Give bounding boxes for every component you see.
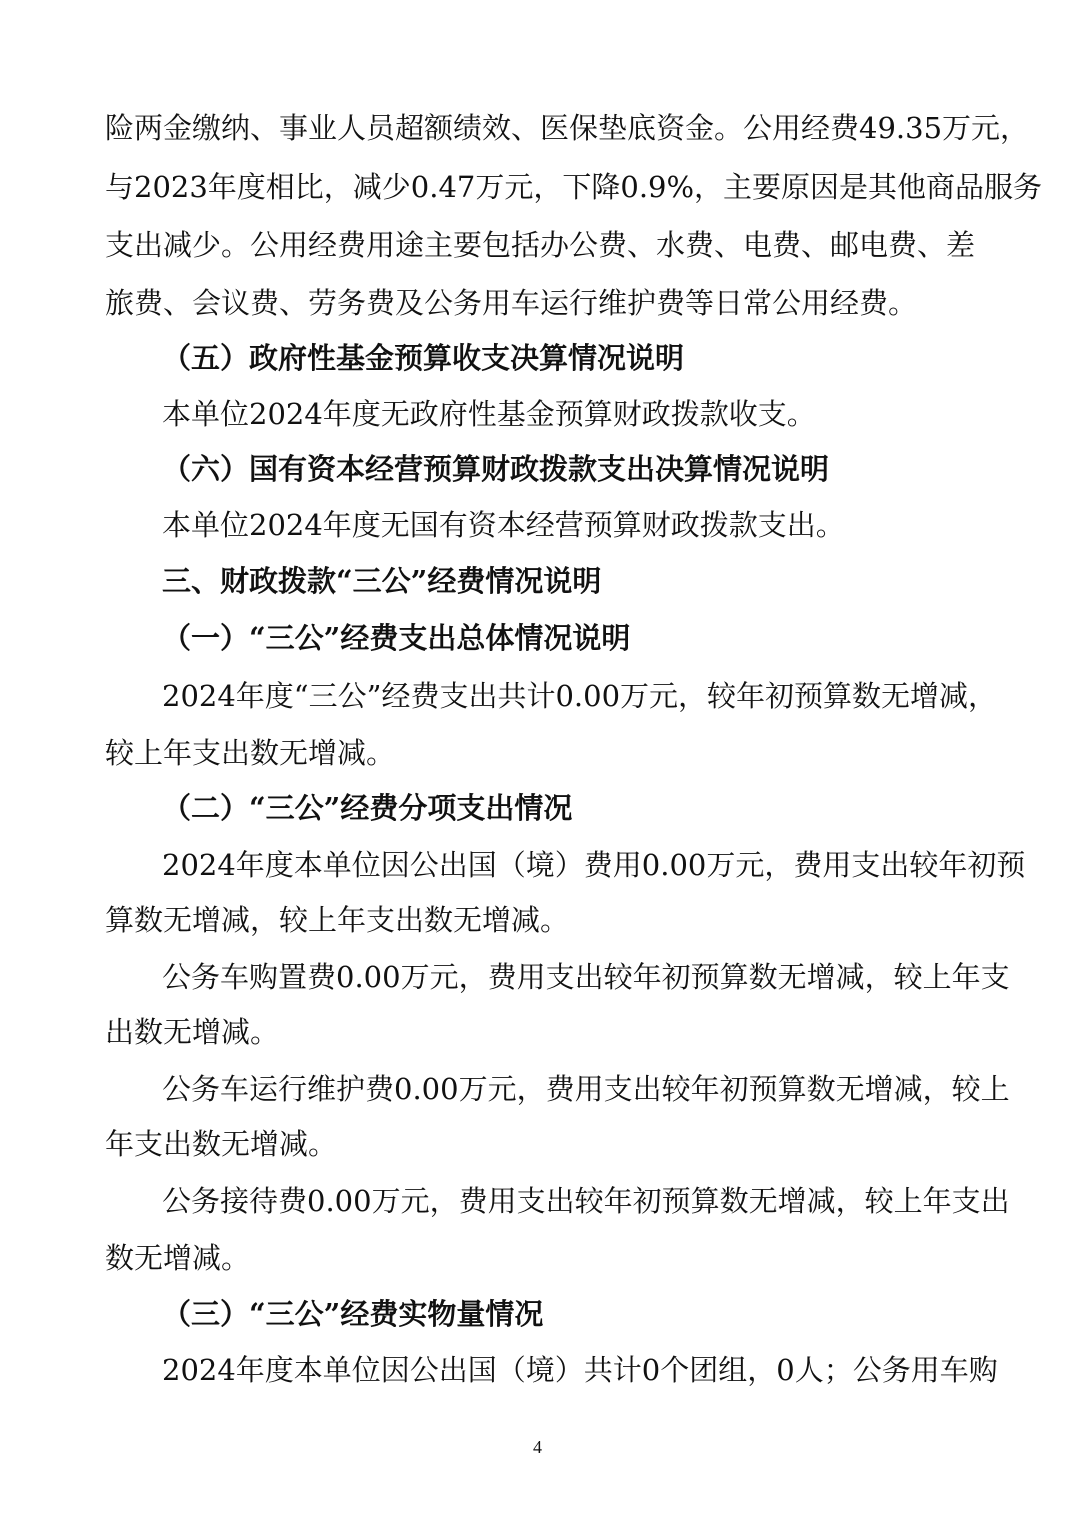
- body-text-line: 出数无增减。: [105, 1015, 280, 1049]
- body-text-line: 公务接待费0.00万元，费用支出较年初预算数无增减，较上年支出: [162, 1184, 1010, 1218]
- body-text-line: 旅费、会议费、劳务费及公务用车运行维护费等日常公用经费。: [105, 286, 918, 320]
- body-text-line: 数无增减。: [105, 1241, 251, 1275]
- subsection-heading-1: （一）“三公”经费支出总体情况说明: [162, 621, 631, 655]
- body-text-line: 2024年度本单位因公出国（境）费用0.00万元，费用支出较年初预: [162, 848, 1026, 882]
- body-text-line: 年支出数无增减。: [105, 1127, 338, 1161]
- body-text-line: 公务车购置费0.00万元，费用支出较年初预算数无增减，较上年支: [162, 960, 1010, 994]
- body-text-line: 2024年度本单位因公出国（境）共计0个团组，0人；公务用车购: [162, 1353, 998, 1387]
- body-text-line: 公务车运行维护费0.00万元，费用支出较年初预算数无增减，较上: [162, 1072, 1010, 1106]
- body-text-line: 险两金缴纳、事业人员超额绩效、医保垫底资金。公用经费49.35万元，: [105, 111, 1030, 145]
- chapter-heading-3: 三、财政拨款“三公”经费情况说明: [162, 564, 602, 598]
- body-text-line: 2024年度“三公”经费支出共计0.00万元，较年初预算数无增减，: [162, 679, 998, 713]
- body-text-line: 本单位2024年度无国有资本经营预算财政拨款支出。: [162, 508, 845, 542]
- subsection-heading-3: （三）“三公”经费实物量情况: [162, 1297, 544, 1331]
- body-text-line: 与2023年度相比，减少0.47万元，下降0.9%，主要原因是其他商品服务: [105, 170, 1043, 204]
- body-text-line: 算数无增减，较上年支出数无增减。: [105, 903, 570, 937]
- section-heading-5: （五）政府性基金预算收支决算情况说明: [162, 341, 685, 375]
- page-number: 4: [533, 1437, 542, 1457]
- body-text-line: 本单位2024年度无政府性基金预算财政拨款收支。: [162, 397, 816, 431]
- section-heading-6: （六）国有资本经营预算财政拨款支出决算情况说明: [162, 452, 830, 486]
- body-text-line: 较上年支出数无增减。: [105, 736, 396, 770]
- subsection-heading-2: （二）“三公”经费分项支出情况: [162, 791, 573, 825]
- body-text-line: 支出减少。公用经费用途主要包括办公费、水费、电费、邮电费、差: [105, 228, 976, 262]
